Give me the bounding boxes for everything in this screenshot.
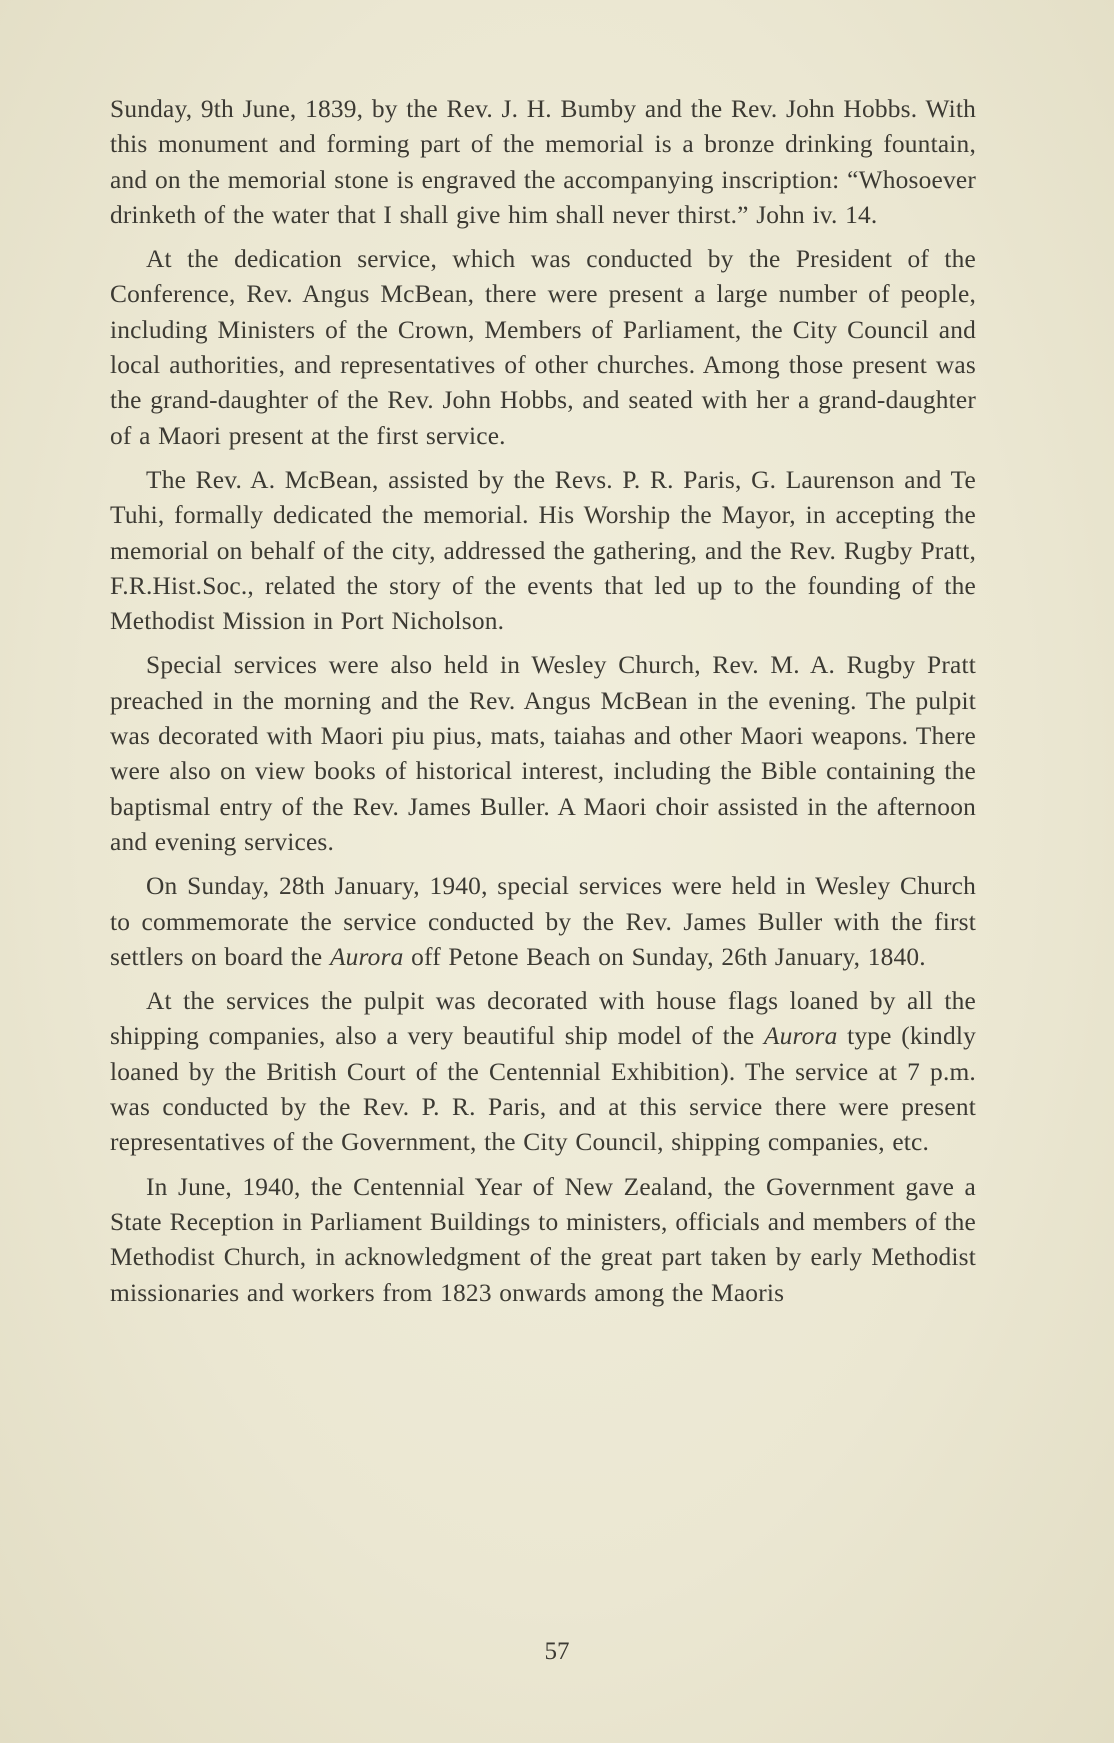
text-run: Sunday, 9th June, 1839, by the Rev. J. H. Bumby and the Rev. John Hobbs. With this monument and forming part of the memorial is a bronze drinking fountain, and on the memorial stone is engraved the accompanying inscription: “Whosoever drinketh of the water that I shall give him shall never thirst.” John iv. 14. — [110, 95, 976, 229]
text-run: At the dedication service, which was conducted by the President of the Conference, Rev. Angus McBean, there were present a large number of people, including Ministers of the Crown, Members of Parliament, the City Council and local authorities, and representatives of other churches. Among those present was the grand-daughter of the Rev. John Hobbs, and seated with her a grand-daughter of a Maori present at the first service. — [110, 245, 976, 450]
text-run: Special services were also held in Wesley Church, Rev. M. A. Rugby Pratt preached in the morning and the Rev. Angus McBean in the evening. The pulpit was decorated with Maori piu pius, mats, taiahas and other Maori weapons. There were also on view books of historical interest, including the Bible containing the baptismal entry of the Rev. James Buller. A Maori choir assisted in the afternoon and evening services. — [110, 651, 976, 856]
text-run: type (kindly loaned by the British Court of the Centennial Exhibition). The service at 7 p.m. was conducted by the Rev. P. R. Paris, and at this service there were present representatives of the Government, the City Council, shipping companies, etc. — [110, 1022, 976, 1157]
text-run: off Petone Beach on Sunday, 26th January, 1840. — [403, 942, 926, 971]
text-run: In June, 1940, the Centennial Year of New Zealand, the Government gave a State Reception in Parliament Buildings to ministers, officials and members of the Methodist Church, in acknowledgment of the great part taken by early Methodist missionaries and workers from 1823 onwards among the Maoris — [110, 1172, 976, 1307]
paragraph — [110, 984, 976, 1160]
paragraph — [110, 92, 976, 233]
italic-text-run: Aurora — [329, 942, 404, 971]
text-run: On Sunday, 28th January, 1940, special services were held in Wesley Church to commemorate the service conducted by the Rev. James Buller with the first settlers on board the — [110, 872, 976, 971]
italic-text-run: Aurora — [763, 1022, 838, 1051]
paragraph — [110, 242, 976, 454]
body-text — [110, 92, 976, 1311]
text-run: The Rev. A. McBean, assisted by the Revs. P. R. Paris, G. Laurenson and Te Tuhi, formally dedicated the memorial. His Worship the Mayor, in accepting the memorial on behalf of the city, addressed the gathering, and the Rev. Rugby Pratt, F.R.Hist.Soc., related the story of the events that led up to the founding of the Methodist Mission in Port Nicholson. — [110, 465, 976, 636]
text-run: At the services the pulpit was decorated with house flags loaned by all the shipping companies, also a very beautiful ship model of the — [110, 987, 976, 1051]
paragraph — [110, 463, 976, 639]
paragraph — [110, 648, 976, 860]
page-number: 57 — [544, 1638, 570, 1665]
paragraph — [110, 1170, 976, 1311]
paragraph — [110, 869, 976, 975]
